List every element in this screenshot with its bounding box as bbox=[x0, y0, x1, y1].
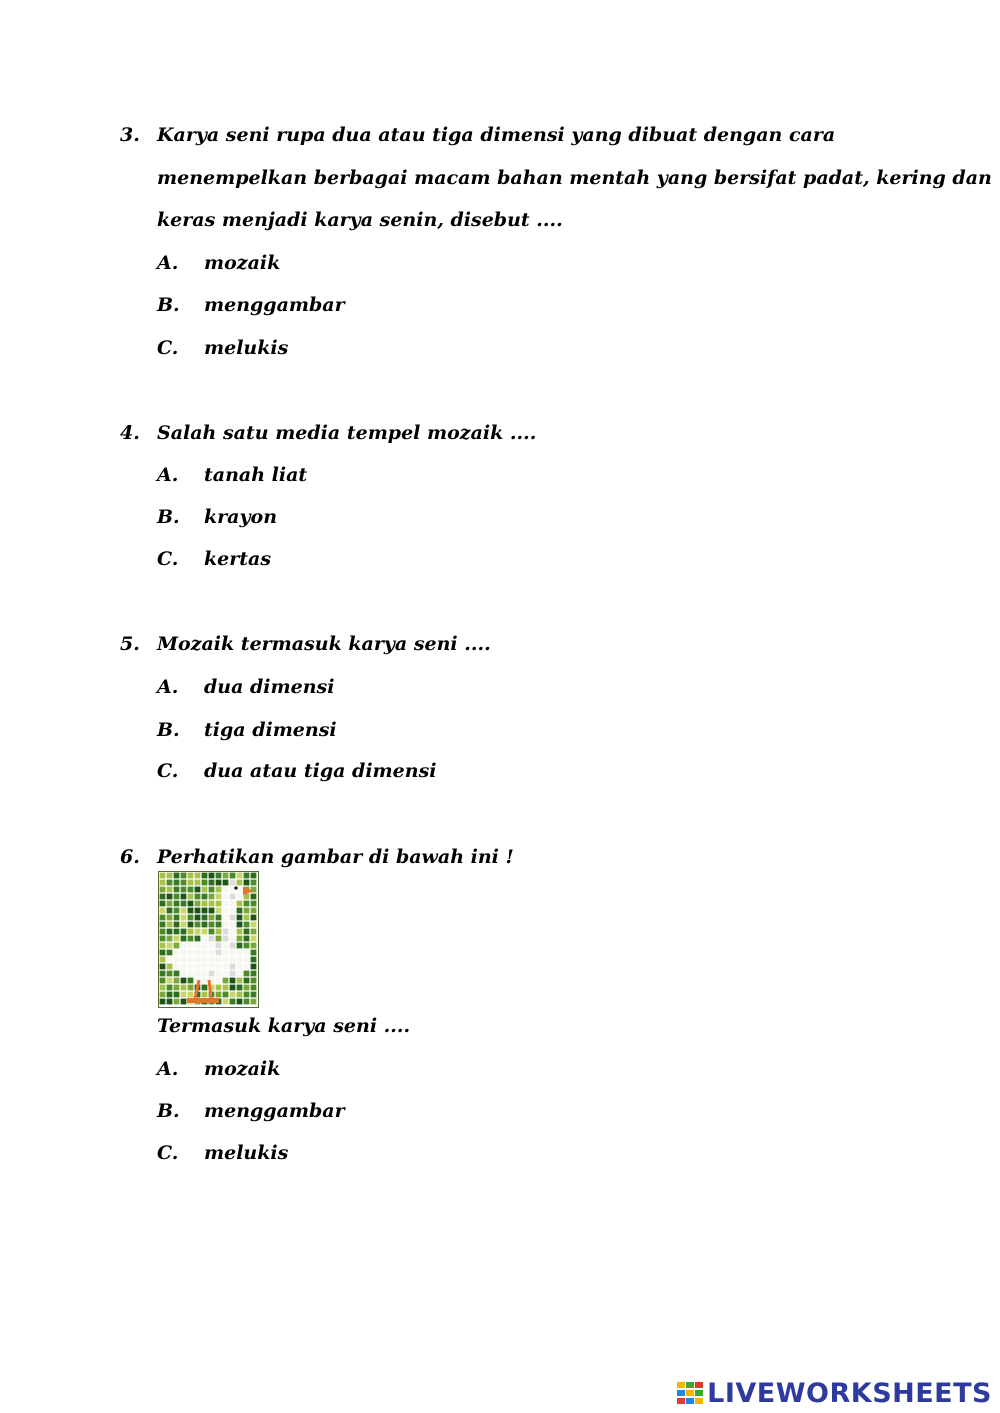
background-tile bbox=[237, 936, 243, 942]
background-tile bbox=[244, 978, 250, 984]
background-tile bbox=[160, 936, 166, 942]
background-tile bbox=[160, 915, 166, 921]
question-number: 6. bbox=[120, 846, 140, 868]
goose-tile bbox=[237, 971, 243, 977]
background-tile bbox=[160, 992, 166, 998]
background-tile bbox=[216, 880, 222, 886]
background-tile bbox=[230, 873, 236, 879]
background-tile bbox=[188, 922, 194, 928]
goose-tile bbox=[216, 971, 222, 977]
background-tile bbox=[223, 985, 229, 991]
goose-tile bbox=[202, 943, 208, 949]
goose-tile bbox=[230, 971, 236, 977]
background-tile bbox=[181, 929, 187, 935]
goose-tile bbox=[223, 950, 229, 956]
background-tile bbox=[237, 943, 243, 949]
background-tile bbox=[195, 887, 201, 893]
goose-tile bbox=[223, 901, 229, 907]
goose-tile bbox=[223, 929, 229, 935]
background-tile bbox=[174, 978, 180, 984]
background-tile bbox=[251, 936, 257, 942]
goose-tile bbox=[195, 964, 201, 970]
goose-tile bbox=[195, 957, 201, 963]
background-tile bbox=[237, 992, 243, 998]
background-tile bbox=[181, 908, 187, 914]
background-tile bbox=[230, 992, 236, 998]
background-tile bbox=[237, 873, 243, 879]
goose-tile bbox=[181, 950, 187, 956]
goose-tile bbox=[202, 936, 208, 942]
background-tile bbox=[216, 922, 222, 928]
goose-tile bbox=[188, 957, 194, 963]
background-tile bbox=[216, 894, 222, 900]
background-tile bbox=[251, 915, 257, 921]
background-tile bbox=[244, 901, 250, 907]
background-tile bbox=[209, 880, 215, 886]
background-tile bbox=[251, 943, 257, 949]
option-text: dua dimensi bbox=[204, 676, 335, 698]
background-tile bbox=[167, 873, 173, 879]
background-tile bbox=[181, 922, 187, 928]
background-tile bbox=[181, 894, 187, 900]
goose-tile bbox=[202, 971, 208, 977]
goose-tile bbox=[202, 978, 208, 984]
option-text: tiga dimensi bbox=[204, 719, 337, 741]
background-tile bbox=[167, 915, 173, 921]
goose-tile bbox=[223, 887, 229, 893]
background-tile bbox=[251, 957, 257, 963]
background-tile bbox=[230, 978, 236, 984]
background-tile bbox=[167, 901, 173, 907]
background-tile bbox=[230, 985, 236, 991]
liveworksheets-logo[interactable] bbox=[677, 1377, 992, 1409]
background-tile bbox=[251, 971, 257, 977]
goose-tile bbox=[230, 922, 236, 928]
background-tile bbox=[174, 999, 180, 1005]
background-tile bbox=[160, 901, 166, 907]
background-tile bbox=[244, 943, 250, 949]
background-tile bbox=[195, 901, 201, 907]
goose-tile bbox=[230, 908, 236, 914]
background-tile bbox=[216, 929, 222, 935]
background-tile bbox=[160, 964, 166, 970]
background-tile bbox=[174, 985, 180, 991]
background-tile bbox=[195, 880, 201, 886]
goose-tile bbox=[209, 971, 215, 977]
goose-tile bbox=[216, 978, 222, 984]
background-tile bbox=[188, 894, 194, 900]
background-tile bbox=[195, 922, 201, 928]
goose-tile bbox=[230, 943, 236, 949]
goose-tile bbox=[216, 943, 222, 949]
goose-tile bbox=[195, 971, 201, 977]
background-tile bbox=[188, 929, 194, 935]
background-tile bbox=[174, 887, 180, 893]
background-tile bbox=[160, 943, 166, 949]
question-text: Karya seni rupa dua atau tiga dimensi yang dibuat dengan cara bbox=[157, 124, 836, 146]
background-tile bbox=[174, 915, 180, 921]
goose-foot bbox=[203, 998, 219, 1003]
option-letter: C. bbox=[157, 337, 179, 359]
option-letter: A. bbox=[157, 1058, 179, 1080]
background-tile bbox=[237, 929, 243, 935]
background-tile bbox=[181, 999, 187, 1005]
background-tile bbox=[244, 929, 250, 935]
background-tile bbox=[251, 929, 257, 935]
background-tile bbox=[174, 908, 180, 914]
background-tile bbox=[174, 894, 180, 900]
background-tile bbox=[216, 985, 222, 991]
background-tile bbox=[188, 908, 194, 914]
background-tile bbox=[202, 873, 208, 879]
goose-tile bbox=[216, 957, 222, 963]
background-tile bbox=[230, 999, 236, 1005]
option-letter: B. bbox=[157, 294, 180, 316]
background-tile bbox=[195, 894, 201, 900]
question-text: Termasuk karya seni .... bbox=[157, 1015, 411, 1037]
background-tile bbox=[251, 894, 257, 900]
background-tile bbox=[202, 908, 208, 914]
goose-tile bbox=[174, 957, 180, 963]
goose-leg bbox=[209, 980, 211, 998]
background-tile bbox=[251, 901, 257, 907]
goose-tile bbox=[216, 964, 222, 970]
goose-tile bbox=[209, 957, 215, 963]
goose-tile bbox=[230, 950, 236, 956]
background-tile bbox=[188, 880, 194, 886]
goose-tile bbox=[223, 915, 229, 921]
background-tile bbox=[209, 915, 215, 921]
background-tile bbox=[244, 873, 250, 879]
background-tile bbox=[195, 873, 201, 879]
background-tile bbox=[181, 915, 187, 921]
option-letter: A. bbox=[157, 464, 179, 486]
background-tile bbox=[251, 922, 257, 928]
background-tile bbox=[167, 929, 173, 935]
background-tile bbox=[174, 929, 180, 935]
background-tile bbox=[160, 971, 166, 977]
background-tile bbox=[209, 901, 215, 907]
background-tile bbox=[188, 915, 194, 921]
goose-tile bbox=[223, 943, 229, 949]
goose-tile bbox=[230, 964, 236, 970]
goose-tile bbox=[174, 964, 180, 970]
background-tile bbox=[167, 908, 173, 914]
goose-tile bbox=[223, 936, 229, 942]
background-tile bbox=[167, 964, 173, 970]
goose-tile bbox=[216, 950, 222, 956]
option-text: mozaik bbox=[204, 252, 281, 274]
option-letter: C. bbox=[157, 760, 179, 782]
background-tile bbox=[181, 901, 187, 907]
background-tile bbox=[237, 880, 243, 886]
goose-tile bbox=[188, 971, 194, 977]
option-text: krayon bbox=[204, 506, 278, 528]
option-text: kertas bbox=[204, 548, 272, 570]
background-tile bbox=[244, 999, 250, 1005]
background-tile bbox=[167, 978, 173, 984]
background-tile bbox=[160, 880, 166, 886]
option-text: mozaik bbox=[204, 1058, 281, 1080]
background-tile bbox=[209, 887, 215, 893]
background-tile bbox=[167, 985, 173, 991]
background-tile bbox=[237, 999, 243, 1005]
goose-tile bbox=[195, 943, 201, 949]
goose-tile bbox=[230, 936, 236, 942]
background-tile bbox=[188, 936, 194, 942]
background-tile bbox=[244, 985, 250, 991]
goose-tile bbox=[223, 908, 229, 914]
background-tile bbox=[181, 978, 187, 984]
background-tile bbox=[209, 894, 215, 900]
goose-tile bbox=[181, 971, 187, 977]
goose-tile bbox=[202, 957, 208, 963]
background-tile bbox=[251, 999, 257, 1005]
goose-foot bbox=[187, 998, 203, 1003]
background-tile bbox=[202, 985, 208, 991]
goose-tile bbox=[230, 901, 236, 907]
background-tile bbox=[160, 985, 166, 991]
background-tile bbox=[202, 894, 208, 900]
background-tile bbox=[181, 936, 187, 942]
background-tile bbox=[244, 922, 250, 928]
background-tile bbox=[160, 999, 166, 1005]
background-tile bbox=[174, 922, 180, 928]
goose-tile bbox=[209, 964, 215, 970]
background-tile bbox=[195, 929, 201, 935]
background-tile bbox=[202, 915, 208, 921]
option-letter: B. bbox=[157, 719, 180, 741]
background-tile bbox=[202, 887, 208, 893]
goose-tile bbox=[223, 894, 229, 900]
background-tile bbox=[167, 971, 173, 977]
background-tile bbox=[202, 929, 208, 935]
question-number: 4. bbox=[120, 422, 140, 444]
goose-tile bbox=[188, 964, 194, 970]
goose-tile bbox=[174, 950, 180, 956]
background-tile bbox=[237, 922, 243, 928]
background-tile bbox=[251, 978, 257, 984]
background-tile bbox=[216, 873, 222, 879]
goose-tile bbox=[230, 880, 236, 886]
background-tile bbox=[216, 992, 222, 998]
background-tile bbox=[251, 964, 257, 970]
background-tile bbox=[160, 894, 166, 900]
background-tile bbox=[167, 999, 173, 1005]
background-tile bbox=[167, 936, 173, 942]
background-tile bbox=[167, 922, 173, 928]
goose-tile bbox=[188, 943, 194, 949]
goose-tile bbox=[195, 950, 201, 956]
background-tile bbox=[209, 908, 215, 914]
background-tile bbox=[237, 978, 243, 984]
option-text: menggambar bbox=[204, 294, 345, 316]
background-tile bbox=[160, 950, 166, 956]
goose-eye bbox=[234, 886, 237, 889]
background-tile bbox=[244, 992, 250, 998]
background-tile bbox=[181, 992, 187, 998]
goose-tile bbox=[230, 894, 236, 900]
background-tile bbox=[223, 873, 229, 879]
goose-tile bbox=[230, 929, 236, 935]
background-tile bbox=[209, 873, 215, 879]
goose-tile bbox=[223, 922, 229, 928]
option-text: dua atau tiga dimensi bbox=[204, 760, 437, 782]
option-letter: A. bbox=[157, 676, 179, 698]
background-tile bbox=[174, 971, 180, 977]
question-number: 5. bbox=[120, 633, 140, 655]
background-tile bbox=[160, 978, 166, 984]
background-tile bbox=[202, 922, 208, 928]
background-tile bbox=[167, 950, 173, 956]
background-tile bbox=[251, 873, 257, 879]
option-text: melukis bbox=[204, 1142, 289, 1164]
background-tile bbox=[167, 943, 173, 949]
background-tile bbox=[251, 985, 257, 991]
background-tile bbox=[195, 936, 201, 942]
goose-tile bbox=[244, 957, 250, 963]
goose-mosaic-image bbox=[158, 871, 259, 1008]
background-tile bbox=[174, 943, 180, 949]
option-letter: B. bbox=[157, 1100, 180, 1122]
brand-name: LIVEWORKSHEETS bbox=[707, 1377, 992, 1409]
background-tile bbox=[244, 915, 250, 921]
background-tile bbox=[237, 915, 243, 921]
goose-tile bbox=[237, 964, 243, 970]
background-tile bbox=[237, 985, 243, 991]
background-tile bbox=[188, 873, 194, 879]
background-tile bbox=[202, 992, 208, 998]
background-tile bbox=[188, 887, 194, 893]
goose-tile bbox=[244, 950, 250, 956]
background-tile bbox=[244, 971, 250, 977]
background-tile bbox=[251, 992, 257, 998]
liveworksheets-icon bbox=[677, 1382, 703, 1404]
background-tile bbox=[167, 880, 173, 886]
background-tile bbox=[223, 880, 229, 886]
goose-tile bbox=[181, 964, 187, 970]
goose-tile bbox=[202, 964, 208, 970]
background-tile bbox=[216, 908, 222, 914]
goose-tile bbox=[230, 915, 236, 921]
background-tile bbox=[244, 894, 250, 900]
background-tile bbox=[223, 999, 229, 1005]
background-tile bbox=[202, 880, 208, 886]
option-letter: C. bbox=[157, 548, 179, 570]
background-tile bbox=[244, 936, 250, 942]
background-tile bbox=[174, 880, 180, 886]
background-tile bbox=[188, 901, 194, 907]
question-text: Mozaik termasuk karya seni .... bbox=[157, 633, 491, 655]
goose-tile bbox=[209, 936, 215, 942]
background-tile bbox=[216, 901, 222, 907]
background-tile bbox=[244, 880, 250, 886]
option-text: tanah liat bbox=[204, 464, 308, 486]
background-tile bbox=[237, 908, 243, 914]
background-tile bbox=[160, 929, 166, 935]
background-tile bbox=[181, 880, 187, 886]
question-text: Salah satu media tempel mozaik .... bbox=[157, 422, 537, 444]
background-tile bbox=[223, 992, 229, 998]
background-tile bbox=[195, 915, 201, 921]
background-tile bbox=[251, 950, 257, 956]
background-tile bbox=[244, 908, 250, 914]
background-tile bbox=[181, 887, 187, 893]
background-tile bbox=[209, 922, 215, 928]
background-tile bbox=[160, 887, 166, 893]
goose-tile bbox=[237, 950, 243, 956]
background-tile bbox=[202, 901, 208, 907]
background-tile bbox=[188, 978, 194, 984]
background-tile bbox=[188, 992, 194, 998]
background-tile bbox=[216, 887, 222, 893]
goose-tile bbox=[223, 964, 229, 970]
option-letter: C. bbox=[157, 1142, 179, 1164]
option-text: melukis bbox=[204, 337, 289, 359]
question-text: menempelkan berbagai macam bahan mentah yang bersifat padat, kering dan bbox=[157, 167, 992, 189]
background-tile bbox=[251, 908, 257, 914]
background-tile bbox=[174, 992, 180, 998]
background-tile bbox=[251, 880, 257, 886]
background-tile bbox=[160, 908, 166, 914]
background-tile bbox=[167, 894, 173, 900]
question-number: 3. bbox=[120, 124, 140, 146]
background-tile bbox=[223, 978, 229, 984]
background-tile bbox=[216, 936, 222, 942]
goose-tile bbox=[167, 957, 173, 963]
goose-tile bbox=[209, 950, 215, 956]
goose-tile bbox=[223, 971, 229, 977]
question-text: keras menjadi karya senin, disebut .... bbox=[157, 209, 563, 231]
background-tile bbox=[188, 985, 194, 991]
goose-tile bbox=[209, 943, 215, 949]
goose-tile bbox=[237, 957, 243, 963]
goose-tile bbox=[181, 957, 187, 963]
goose-tile bbox=[181, 943, 187, 949]
background-tile bbox=[216, 915, 222, 921]
goose-tile bbox=[223, 957, 229, 963]
background-tile bbox=[160, 957, 166, 963]
goose-tile bbox=[202, 950, 208, 956]
goose-tile bbox=[237, 894, 243, 900]
option-letter: A. bbox=[157, 252, 179, 274]
background-tile bbox=[181, 985, 187, 991]
background-tile bbox=[174, 873, 180, 879]
background-tile bbox=[167, 887, 173, 893]
goose-tile bbox=[230, 957, 236, 963]
background-tile bbox=[209, 929, 215, 935]
background-tile bbox=[181, 873, 187, 879]
goose-tile bbox=[188, 950, 194, 956]
background-tile bbox=[160, 922, 166, 928]
background-tile bbox=[160, 873, 166, 879]
background-tile bbox=[237, 901, 243, 907]
option-letter: B. bbox=[157, 506, 180, 528]
background-tile bbox=[167, 992, 173, 998]
question-text: Perhatikan gambar di bawah ini ! bbox=[157, 846, 514, 868]
background-tile bbox=[174, 936, 180, 942]
background-tile bbox=[174, 901, 180, 907]
option-text: menggambar bbox=[204, 1100, 345, 1122]
goose-tile bbox=[244, 964, 250, 970]
background-tile bbox=[195, 908, 201, 914]
